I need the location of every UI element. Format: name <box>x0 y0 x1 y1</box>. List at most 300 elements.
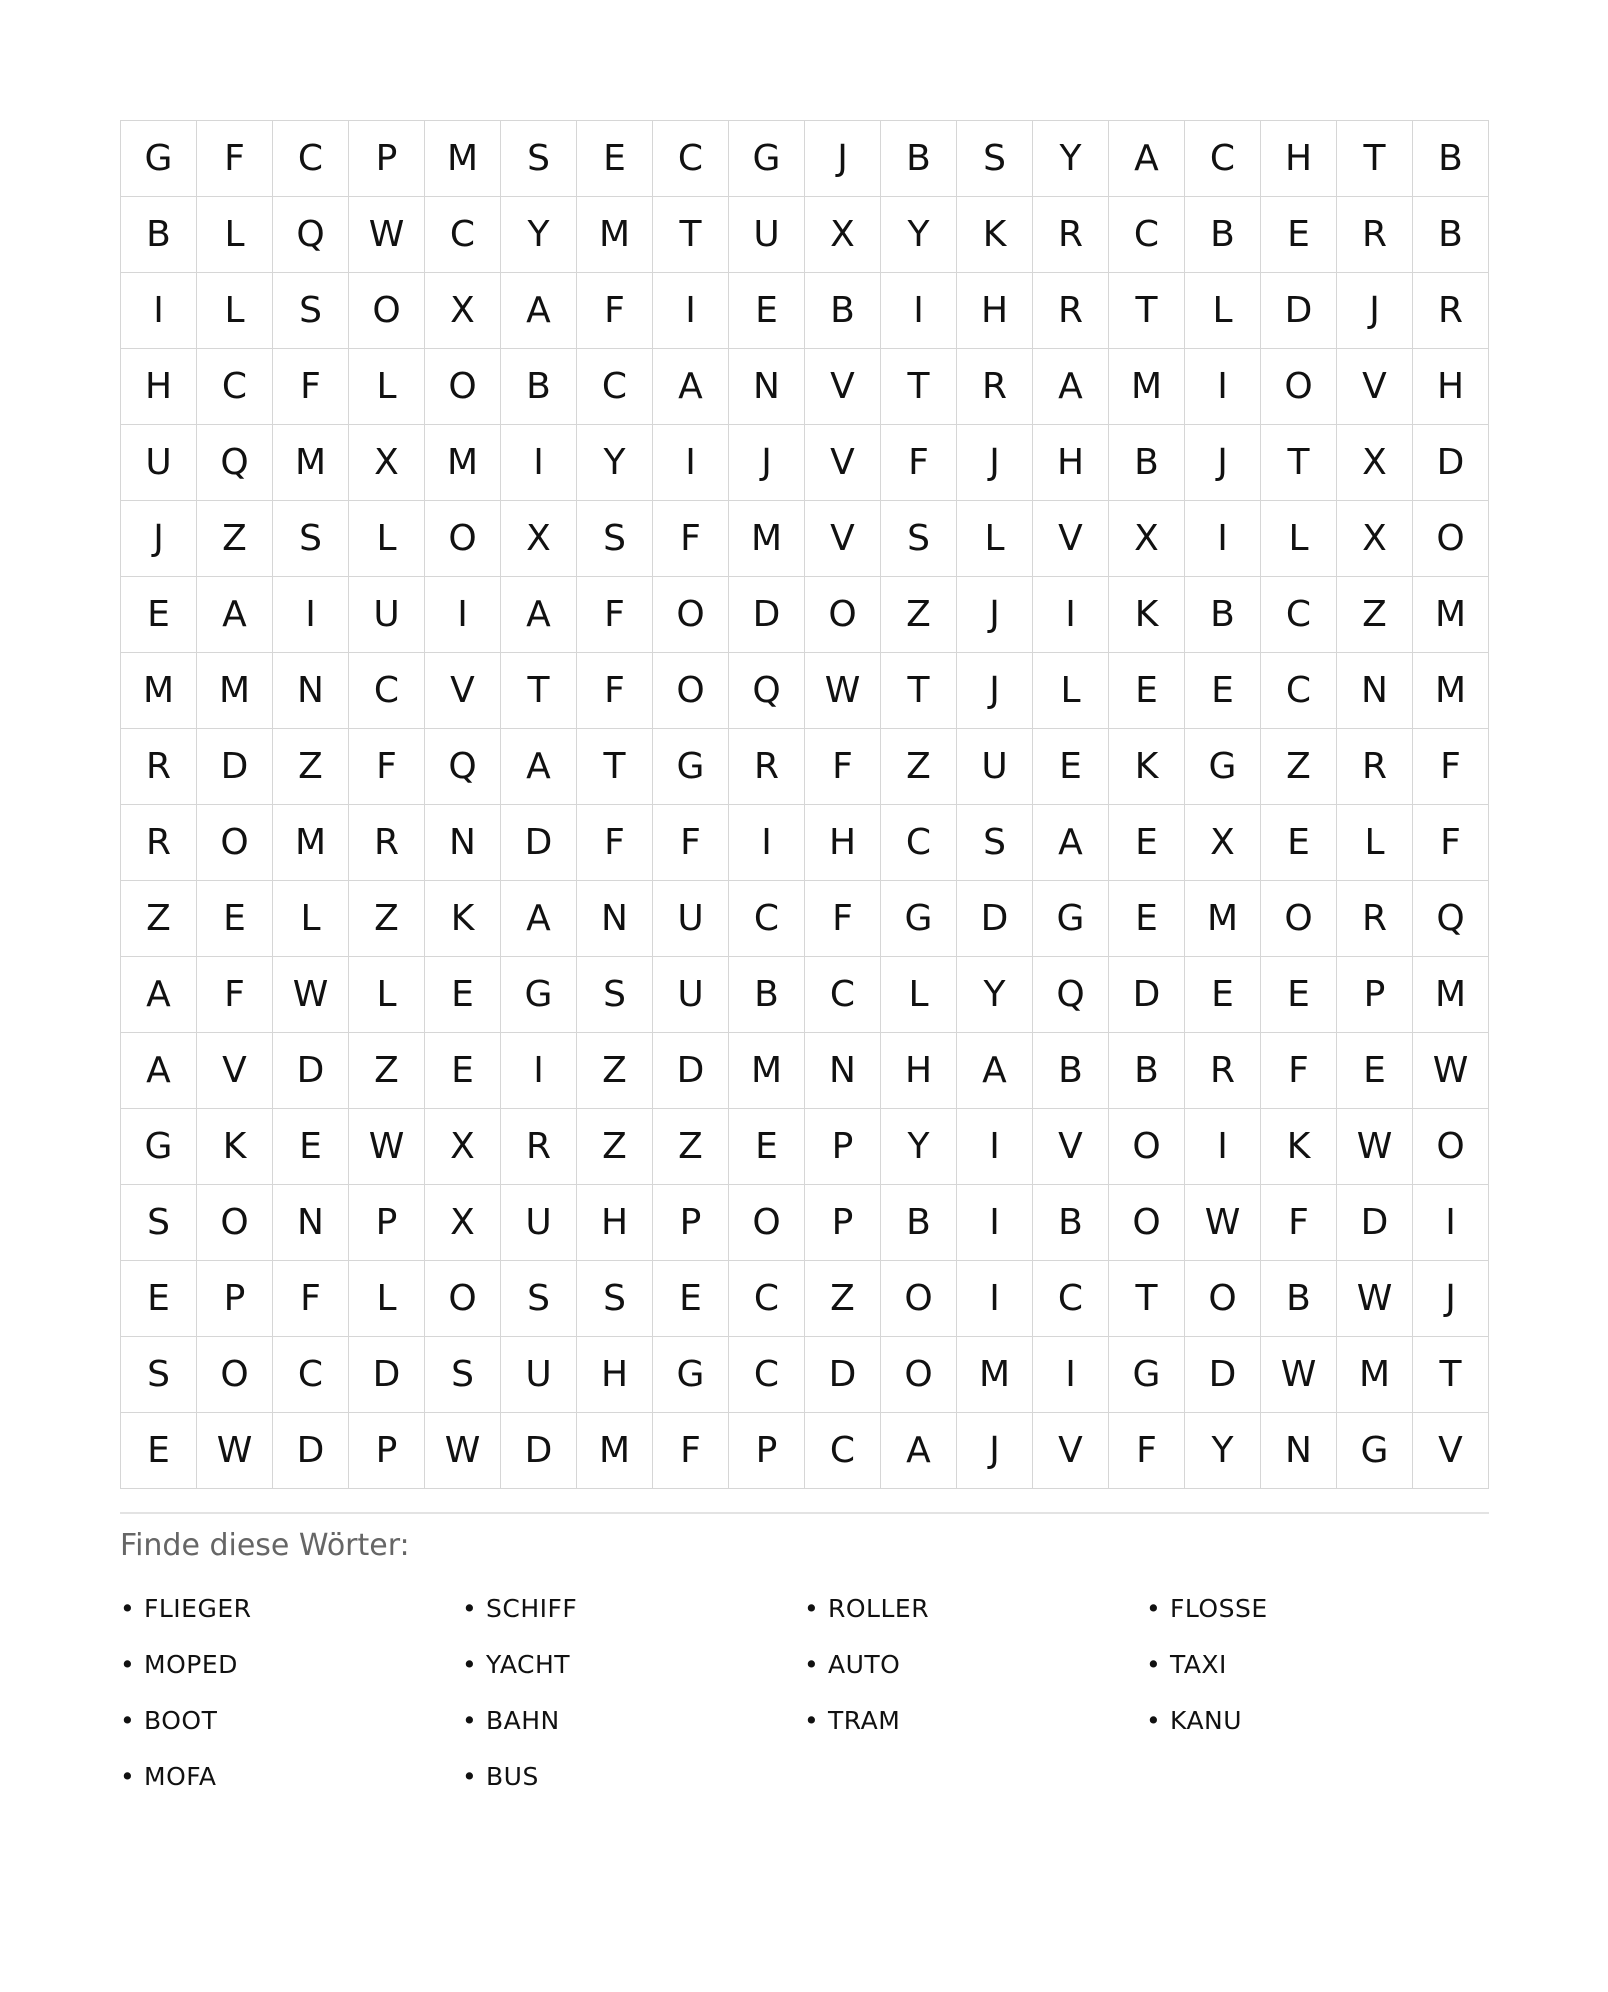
grid-cell[interactable]: R <box>729 729 805 805</box>
grid-cell[interactable]: V <box>425 653 501 729</box>
grid-cell[interactable]: L <box>349 1261 425 1337</box>
grid-cell[interactable]: M <box>1185 881 1261 957</box>
grid-cell[interactable]: L <box>881 957 957 1033</box>
grid-cell[interactable]: R <box>1185 1033 1261 1109</box>
grid-cell[interactable]: H <box>577 1337 653 1413</box>
grid-cell[interactable]: C <box>1185 121 1261 197</box>
grid-cell[interactable]: X <box>805 197 881 273</box>
grid-cell[interactable]: R <box>1413 273 1489 349</box>
grid-cell[interactable]: C <box>1261 577 1337 653</box>
grid-cell[interactable]: T <box>881 349 957 425</box>
grid-cell[interactable]: Q <box>1033 957 1109 1033</box>
grid-cell[interactable]: B <box>1185 577 1261 653</box>
grid-cell[interactable]: S <box>121 1185 197 1261</box>
grid-cell[interactable]: E <box>121 577 197 653</box>
grid-cell[interactable]: V <box>805 425 881 501</box>
grid-cell[interactable]: X <box>425 1109 501 1185</box>
grid-cell[interactable]: O <box>349 273 425 349</box>
grid-cell[interactable]: V <box>805 501 881 577</box>
grid-cell[interactable]: J <box>121 501 197 577</box>
grid-cell[interactable]: N <box>577 881 653 957</box>
grid-cell[interactable]: S <box>121 1337 197 1413</box>
grid-cell[interactable]: O <box>1413 501 1489 577</box>
grid-cell[interactable]: E <box>1033 729 1109 805</box>
grid-cell[interactable]: D <box>729 577 805 653</box>
grid-cell[interactable]: G <box>653 729 729 805</box>
grid-cell[interactable]: E <box>1261 197 1337 273</box>
grid-cell[interactable]: K <box>197 1109 273 1185</box>
grid-cell[interactable]: Q <box>425 729 501 805</box>
grid-cell[interactable]: X <box>501 501 577 577</box>
grid-cell[interactable]: O <box>425 349 501 425</box>
grid-cell[interactable]: M <box>729 1033 805 1109</box>
grid-cell[interactable]: B <box>729 957 805 1033</box>
grid-cell[interactable]: E <box>197 881 273 957</box>
grid-cell[interactable]: I <box>957 1109 1033 1185</box>
grid-cell[interactable]: I <box>729 805 805 881</box>
grid-cell[interactable]: G <box>121 1109 197 1185</box>
grid-cell[interactable]: B <box>805 273 881 349</box>
grid-cell[interactable]: M <box>577 197 653 273</box>
grid-cell[interactable]: B <box>1109 1033 1185 1109</box>
grid-cell[interactable]: S <box>273 273 349 349</box>
grid-cell[interactable]: Y <box>881 197 957 273</box>
grid-cell[interactable]: O <box>1109 1109 1185 1185</box>
grid-cell[interactable]: C <box>1261 653 1337 729</box>
grid-cell[interactable]: Q <box>729 653 805 729</box>
grid-cell[interactable]: O <box>653 653 729 729</box>
grid-cell[interactable]: T <box>1109 273 1185 349</box>
grid-cell[interactable]: V <box>1413 1413 1489 1489</box>
grid-cell[interactable]: P <box>349 1185 425 1261</box>
grid-cell[interactable]: I <box>121 273 197 349</box>
grid-cell[interactable]: T <box>577 729 653 805</box>
grid-cell[interactable]: D <box>197 729 273 805</box>
grid-cell[interactable]: O <box>1185 1261 1261 1337</box>
grid-cell[interactable]: B <box>1109 425 1185 501</box>
grid-cell[interactable]: L <box>1337 805 1413 881</box>
grid-cell[interactable]: I <box>425 577 501 653</box>
grid-cell[interactable]: P <box>653 1185 729 1261</box>
grid-cell[interactable]: V <box>805 349 881 425</box>
grid-cell[interactable]: X <box>425 273 501 349</box>
grid-cell[interactable]: C <box>729 1261 805 1337</box>
grid-cell[interactable]: E <box>1109 881 1185 957</box>
grid-cell[interactable]: E <box>425 1033 501 1109</box>
grid-cell[interactable]: L <box>349 957 425 1033</box>
grid-cell[interactable]: C <box>197 349 273 425</box>
grid-cell[interactable]: H <box>1033 425 1109 501</box>
grid-cell[interactable]: S <box>957 805 1033 881</box>
grid-cell[interactable]: F <box>653 1413 729 1489</box>
grid-cell[interactable]: O <box>1109 1185 1185 1261</box>
grid-cell[interactable]: F <box>273 1261 349 1337</box>
grid-cell[interactable]: A <box>881 1413 957 1489</box>
grid-cell[interactable]: D <box>1337 1185 1413 1261</box>
grid-cell[interactable]: G <box>729 121 805 197</box>
grid-cell[interactable]: N <box>729 349 805 425</box>
grid-cell[interactable]: O <box>881 1261 957 1337</box>
grid-cell[interactable]: U <box>729 197 805 273</box>
grid-cell[interactable]: O <box>425 501 501 577</box>
grid-cell[interactable]: Z <box>653 1109 729 1185</box>
grid-cell[interactable]: F <box>1413 805 1489 881</box>
grid-cell[interactable]: A <box>501 273 577 349</box>
grid-cell[interactable]: C <box>1109 197 1185 273</box>
grid-cell[interactable]: N <box>1261 1413 1337 1489</box>
grid-cell[interactable]: Y <box>881 1109 957 1185</box>
grid-cell[interactable]: O <box>1413 1109 1489 1185</box>
grid-cell[interactable]: A <box>501 729 577 805</box>
grid-cell[interactable]: A <box>653 349 729 425</box>
grid-cell[interactable]: W <box>1337 1261 1413 1337</box>
grid-cell[interactable]: E <box>425 957 501 1033</box>
grid-cell[interactable]: X <box>1337 425 1413 501</box>
grid-cell[interactable]: Z <box>805 1261 881 1337</box>
grid-cell[interactable]: I <box>1185 501 1261 577</box>
grid-cell[interactable]: F <box>349 729 425 805</box>
grid-cell[interactable]: F <box>197 957 273 1033</box>
grid-cell[interactable]: J <box>805 121 881 197</box>
grid-cell[interactable]: O <box>805 577 881 653</box>
grid-cell[interactable]: U <box>501 1185 577 1261</box>
grid-cell[interactable]: K <box>425 881 501 957</box>
grid-cell[interactable]: A <box>121 957 197 1033</box>
grid-cell[interactable]: G <box>1109 1337 1185 1413</box>
grid-cell[interactable]: E <box>653 1261 729 1337</box>
grid-cell[interactable]: X <box>1109 501 1185 577</box>
grid-cell[interactable]: J <box>957 653 1033 729</box>
grid-cell[interactable]: L <box>273 881 349 957</box>
grid-cell[interactable]: D <box>501 1413 577 1489</box>
grid-cell[interactable]: H <box>881 1033 957 1109</box>
grid-cell[interactable]: O <box>653 577 729 653</box>
grid-cell[interactable]: X <box>349 425 425 501</box>
grid-cell[interactable]: Z <box>273 729 349 805</box>
grid-cell[interactable]: T <box>1337 121 1413 197</box>
grid-cell[interactable]: O <box>197 1337 273 1413</box>
grid-cell[interactable]: M <box>425 425 501 501</box>
grid-cell[interactable]: S <box>273 501 349 577</box>
grid-cell[interactable]: F <box>273 349 349 425</box>
grid-cell[interactable]: C <box>273 1337 349 1413</box>
grid-cell[interactable]: B <box>1261 1261 1337 1337</box>
grid-cell[interactable]: O <box>197 805 273 881</box>
grid-cell[interactable]: O <box>1261 349 1337 425</box>
grid-cell[interactable]: I <box>1033 577 1109 653</box>
grid-cell[interactable]: U <box>957 729 1033 805</box>
grid-cell[interactable]: Z <box>1261 729 1337 805</box>
grid-cell[interactable]: D <box>273 1413 349 1489</box>
grid-cell[interactable]: T <box>1109 1261 1185 1337</box>
grid-cell[interactable]: P <box>349 121 425 197</box>
grid-cell[interactable]: H <box>121 349 197 425</box>
grid-cell[interactable]: M <box>1413 577 1489 653</box>
grid-cell[interactable]: A <box>197 577 273 653</box>
grid-cell[interactable]: C <box>425 197 501 273</box>
grid-cell[interactable]: W <box>349 1109 425 1185</box>
grid-cell[interactable]: F <box>197 121 273 197</box>
grid-cell[interactable]: L <box>1185 273 1261 349</box>
grid-cell[interactable]: P <box>349 1413 425 1489</box>
grid-cell[interactable]: R <box>1337 197 1413 273</box>
grid-cell[interactable]: Z <box>881 729 957 805</box>
grid-cell[interactable]: A <box>1033 349 1109 425</box>
grid-cell[interactable]: S <box>957 121 1033 197</box>
grid-cell[interactable]: S <box>577 501 653 577</box>
grid-cell[interactable]: B <box>501 349 577 425</box>
grid-cell[interactable]: U <box>653 957 729 1033</box>
grid-cell[interactable]: N <box>425 805 501 881</box>
grid-cell[interactable]: A <box>501 577 577 653</box>
grid-cell[interactable]: W <box>1185 1185 1261 1261</box>
grid-cell[interactable]: K <box>1261 1109 1337 1185</box>
grid-cell[interactable]: S <box>425 1337 501 1413</box>
grid-cell[interactable]: D <box>653 1033 729 1109</box>
grid-cell[interactable]: A <box>1109 121 1185 197</box>
grid-cell[interactable]: M <box>425 121 501 197</box>
grid-cell[interactable]: C <box>805 1413 881 1489</box>
grid-cell[interactable]: Q <box>273 197 349 273</box>
grid-cell[interactable]: B <box>1033 1185 1109 1261</box>
grid-cell[interactable]: C <box>881 805 957 881</box>
grid-cell[interactable]: J <box>957 425 1033 501</box>
grid-cell[interactable]: N <box>273 653 349 729</box>
grid-cell[interactable]: F <box>805 729 881 805</box>
grid-cell[interactable]: X <box>425 1185 501 1261</box>
grid-cell[interactable]: W <box>197 1413 273 1489</box>
grid-cell[interactable]: V <box>1337 349 1413 425</box>
grid-cell[interactable]: B <box>1185 197 1261 273</box>
grid-cell[interactable]: Z <box>121 881 197 957</box>
grid-cell[interactable]: B <box>1413 121 1489 197</box>
grid-cell[interactable]: N <box>1337 653 1413 729</box>
grid-cell[interactable]: E <box>577 121 653 197</box>
grid-cell[interactable]: M <box>273 805 349 881</box>
grid-cell[interactable]: C <box>729 881 805 957</box>
grid-cell[interactable]: P <box>1337 957 1413 1033</box>
grid-cell[interactable]: I <box>881 273 957 349</box>
grid-cell[interactable]: S <box>577 1261 653 1337</box>
grid-cell[interactable]: I <box>501 1033 577 1109</box>
grid-cell[interactable]: F <box>1261 1185 1337 1261</box>
grid-cell[interactable]: Z <box>577 1109 653 1185</box>
grid-cell[interactable]: A <box>501 881 577 957</box>
grid-cell[interactable]: H <box>957 273 1033 349</box>
grid-cell[interactable]: L <box>349 349 425 425</box>
grid-cell[interactable]: L <box>349 501 425 577</box>
grid-cell[interactable]: I <box>273 577 349 653</box>
grid-cell[interactable]: M <box>197 653 273 729</box>
grid-cell[interactable]: J <box>957 1413 1033 1489</box>
grid-cell[interactable]: D <box>1185 1337 1261 1413</box>
grid-cell[interactable]: P <box>197 1261 273 1337</box>
grid-cell[interactable]: E <box>729 1109 805 1185</box>
grid-cell[interactable]: F <box>577 653 653 729</box>
grid-cell[interactable]: G <box>1185 729 1261 805</box>
grid-cell[interactable]: T <box>501 653 577 729</box>
grid-cell[interactable]: G <box>881 881 957 957</box>
grid-cell[interactable]: D <box>273 1033 349 1109</box>
grid-cell[interactable]: M <box>957 1337 1033 1413</box>
grid-cell[interactable]: G <box>501 957 577 1033</box>
grid-cell[interactable]: E <box>1261 957 1337 1033</box>
grid-cell[interactable]: E <box>729 273 805 349</box>
grid-cell[interactable]: W <box>425 1413 501 1489</box>
grid-cell[interactable]: E <box>273 1109 349 1185</box>
grid-cell[interactable]: K <box>957 197 1033 273</box>
grid-cell[interactable]: E <box>1261 805 1337 881</box>
grid-cell[interactable]: P <box>805 1185 881 1261</box>
grid-cell[interactable]: J <box>729 425 805 501</box>
grid-cell[interactable]: L <box>197 197 273 273</box>
grid-cell[interactable]: R <box>1033 273 1109 349</box>
grid-cell[interactable]: S <box>501 1261 577 1337</box>
grid-cell[interactable]: F <box>805 881 881 957</box>
grid-cell[interactable]: W <box>1337 1109 1413 1185</box>
grid-cell[interactable]: P <box>805 1109 881 1185</box>
grid-cell[interactable]: R <box>1337 729 1413 805</box>
grid-cell[interactable]: F <box>1109 1413 1185 1489</box>
grid-cell[interactable]: R <box>1337 881 1413 957</box>
grid-cell[interactable]: H <box>1413 349 1489 425</box>
grid-cell[interactable]: D <box>501 805 577 881</box>
grid-cell[interactable]: V <box>1033 1109 1109 1185</box>
grid-cell[interactable]: I <box>1185 349 1261 425</box>
grid-cell[interactable]: L <box>1261 501 1337 577</box>
grid-cell[interactable]: U <box>121 425 197 501</box>
grid-cell[interactable]: O <box>197 1185 273 1261</box>
grid-cell[interactable]: C <box>653 121 729 197</box>
grid-cell[interactable]: L <box>957 501 1033 577</box>
grid-cell[interactable]: E <box>1337 1033 1413 1109</box>
grid-cell[interactable]: B <box>881 1185 957 1261</box>
grid-cell[interactable]: N <box>805 1033 881 1109</box>
grid-cell[interactable]: D <box>1413 425 1489 501</box>
grid-cell[interactable]: J <box>1337 273 1413 349</box>
grid-cell[interactable]: I <box>1185 1109 1261 1185</box>
grid-cell[interactable]: R <box>1033 197 1109 273</box>
grid-cell[interactable]: R <box>121 805 197 881</box>
grid-cell[interactable]: T <box>881 653 957 729</box>
grid-cell[interactable]: A <box>121 1033 197 1109</box>
grid-cell[interactable]: F <box>1261 1033 1337 1109</box>
grid-cell[interactable]: B <box>1033 1033 1109 1109</box>
grid-cell[interactable]: O <box>881 1337 957 1413</box>
grid-cell[interactable]: F <box>881 425 957 501</box>
grid-cell[interactable]: I <box>1033 1337 1109 1413</box>
grid-cell[interactable]: S <box>501 121 577 197</box>
grid-cell[interactable]: D <box>957 881 1033 957</box>
grid-cell[interactable]: R <box>957 349 1033 425</box>
grid-cell[interactable]: H <box>805 805 881 881</box>
grid-cell[interactable]: M <box>1413 957 1489 1033</box>
grid-cell[interactable]: G <box>1033 881 1109 957</box>
grid-cell[interactable]: B <box>881 121 957 197</box>
grid-cell[interactable]: T <box>1413 1337 1489 1413</box>
grid-cell[interactable]: X <box>1185 805 1261 881</box>
grid-cell[interactable]: R <box>501 1109 577 1185</box>
grid-cell[interactable]: E <box>1109 653 1185 729</box>
grid-cell[interactable]: B <box>121 197 197 273</box>
grid-cell[interactable]: W <box>1413 1033 1489 1109</box>
grid-cell[interactable]: U <box>653 881 729 957</box>
grid-cell[interactable]: C <box>273 121 349 197</box>
grid-cell[interactable]: F <box>577 273 653 349</box>
grid-cell[interactable]: E <box>121 1261 197 1337</box>
grid-cell[interactable]: Z <box>577 1033 653 1109</box>
grid-cell[interactable]: W <box>349 197 425 273</box>
grid-cell[interactable]: G <box>1337 1413 1413 1489</box>
grid-cell[interactable]: E <box>1185 957 1261 1033</box>
grid-cell[interactable]: C <box>729 1337 805 1413</box>
grid-cell[interactable]: I <box>957 1185 1033 1261</box>
grid-cell[interactable]: C <box>349 653 425 729</box>
grid-cell[interactable]: H <box>1261 121 1337 197</box>
grid-cell[interactable]: Z <box>881 577 957 653</box>
grid-cell[interactable]: Y <box>577 425 653 501</box>
grid-cell[interactable]: U <box>349 577 425 653</box>
grid-cell[interactable]: Q <box>1413 881 1489 957</box>
grid-cell[interactable]: G <box>121 121 197 197</box>
grid-cell[interactable]: U <box>501 1337 577 1413</box>
grid-cell[interactable]: K <box>1109 729 1185 805</box>
grid-cell[interactable]: C <box>1033 1261 1109 1337</box>
grid-cell[interactable]: I <box>653 425 729 501</box>
grid-cell[interactable]: V <box>1033 1413 1109 1489</box>
grid-cell[interactable]: M <box>1109 349 1185 425</box>
grid-cell[interactable]: Z <box>349 881 425 957</box>
grid-cell[interactable]: D <box>805 1337 881 1413</box>
grid-cell[interactable]: M <box>1413 653 1489 729</box>
grid-cell[interactable]: M <box>577 1413 653 1489</box>
grid-cell[interactable]: J <box>957 577 1033 653</box>
grid-cell[interactable]: Z <box>197 501 273 577</box>
grid-cell[interactable]: Z <box>1337 577 1413 653</box>
grid-cell[interactable]: C <box>805 957 881 1033</box>
grid-cell[interactable]: C <box>577 349 653 425</box>
grid-cell[interactable]: F <box>653 501 729 577</box>
grid-cell[interactable]: P <box>729 1413 805 1489</box>
grid-cell[interactable]: D <box>349 1337 425 1413</box>
grid-cell[interactable]: V <box>197 1033 273 1109</box>
grid-cell[interactable]: J <box>1185 425 1261 501</box>
grid-cell[interactable]: R <box>121 729 197 805</box>
grid-cell[interactable]: F <box>653 805 729 881</box>
grid-cell[interactable]: L <box>197 273 273 349</box>
grid-cell[interactable]: F <box>577 577 653 653</box>
grid-cell[interactable]: W <box>273 957 349 1033</box>
grid-cell[interactable]: D <box>1109 957 1185 1033</box>
grid-cell[interactable]: D <box>1261 273 1337 349</box>
grid-cell[interactable]: T <box>653 197 729 273</box>
grid-cell[interactable]: B <box>1413 197 1489 273</box>
grid-cell[interactable]: N <box>273 1185 349 1261</box>
grid-cell[interactable]: V <box>1033 501 1109 577</box>
grid-cell[interactable]: S <box>881 501 957 577</box>
grid-cell[interactable]: O <box>1261 881 1337 957</box>
grid-cell[interactable]: H <box>577 1185 653 1261</box>
grid-cell[interactable]: M <box>121 653 197 729</box>
grid-cell[interactable]: O <box>729 1185 805 1261</box>
grid-cell[interactable]: Q <box>197 425 273 501</box>
grid-cell[interactable]: I <box>957 1261 1033 1337</box>
grid-cell[interactable]: L <box>1033 653 1109 729</box>
grid-cell[interactable]: S <box>577 957 653 1033</box>
grid-cell[interactable]: I <box>653 273 729 349</box>
grid-cell[interactable]: F <box>1413 729 1489 805</box>
grid-cell[interactable]: I <box>501 425 577 501</box>
